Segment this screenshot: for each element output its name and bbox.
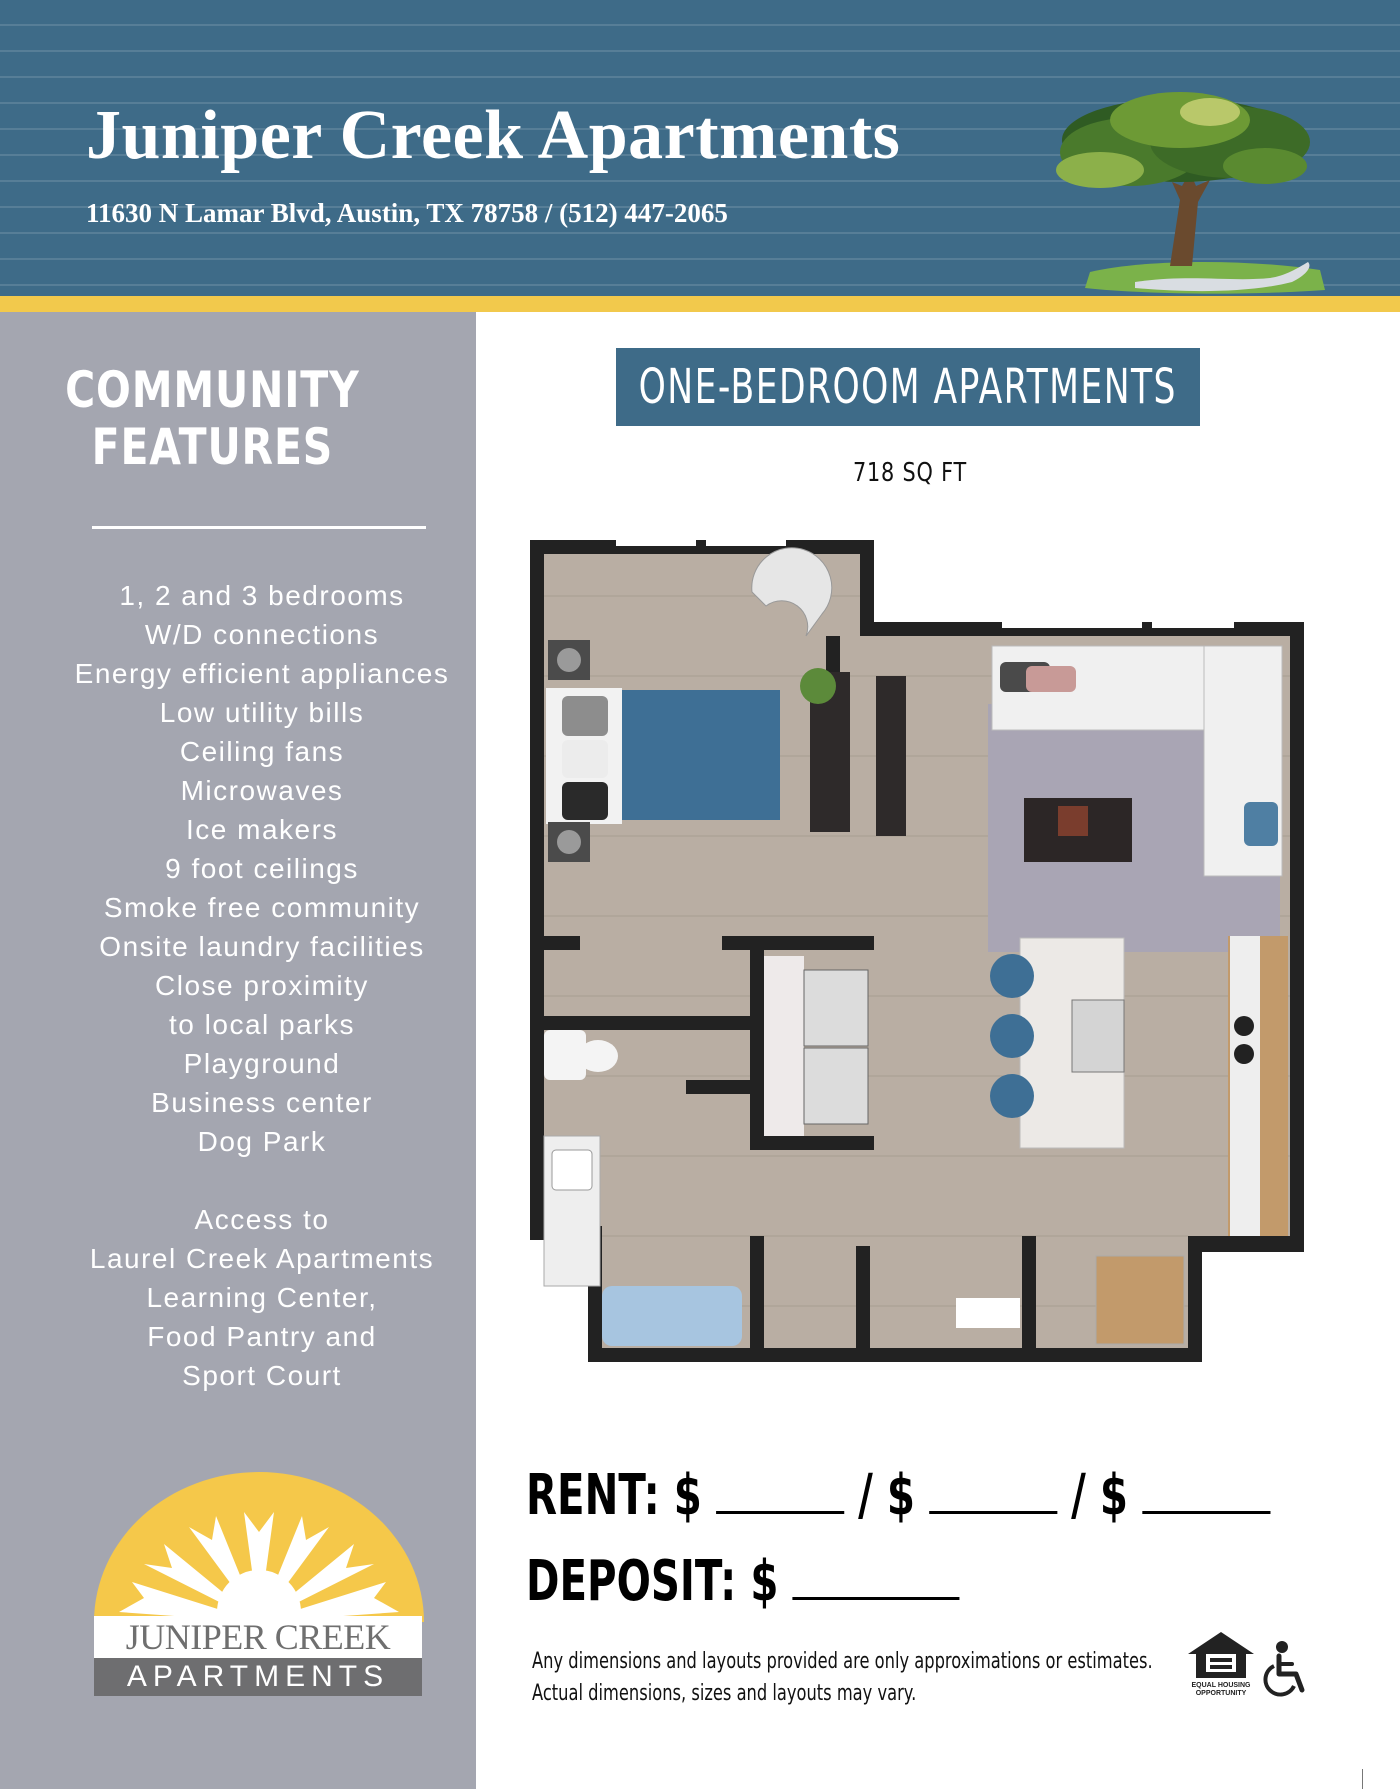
feature-item: W/D connections xyxy=(144,619,380,650)
feature-item: 1, 2 and 3 bedrooms xyxy=(119,580,405,611)
features-list xyxy=(0,576,524,1395)
floor-plan-image xyxy=(526,536,1308,1366)
equal-housing-label: EQUAL HOUSING OPPORTUNITY xyxy=(1191,1682,1251,1697)
feature-item: to local parks xyxy=(169,1009,355,1040)
feature-item: Ceiling fans xyxy=(179,736,345,767)
rent-separator: / $ xyxy=(858,1463,915,1528)
accessibility-icon xyxy=(1262,1640,1312,1698)
access-item: Learning Center, xyxy=(146,1282,378,1313)
header-accent-stripe xyxy=(0,296,1400,312)
site-title: Juniper Creek Apartments xyxy=(86,97,901,174)
feature-item: Business center xyxy=(151,1087,373,1118)
list-spacer xyxy=(0,1161,524,1200)
feature-item: Ice makers xyxy=(186,814,338,845)
community-features-panel xyxy=(0,312,476,1789)
deposit-label: DEPOSIT: $ xyxy=(526,1549,779,1614)
brand-logo xyxy=(94,1472,424,1722)
access-item: Food Pantry and xyxy=(147,1321,377,1352)
feature-item: Microwaves xyxy=(180,775,344,806)
features-title-line2: FEATURES xyxy=(91,418,334,476)
rent-separator: / $ xyxy=(1071,1463,1128,1528)
feature-item: Smoke free community xyxy=(103,892,421,923)
access-item: Access to xyxy=(194,1204,330,1235)
equal-housing-icon xyxy=(1186,1630,1256,1682)
rent-label: RENT: $ xyxy=(526,1463,702,1528)
rent-blank-3[interactable] xyxy=(1142,1506,1270,1514)
feature-item: 9 foot ceilings xyxy=(165,853,359,884)
feature-item: Close proximity xyxy=(155,970,369,1001)
crop-mark xyxy=(1362,1769,1363,1789)
rent-blank-1[interactable] xyxy=(716,1506,844,1514)
equal-housing-logo xyxy=(1186,1630,1256,1700)
access-item: Laurel Creek Apartments xyxy=(89,1243,435,1274)
feature-item: Low utility bills xyxy=(159,697,365,728)
access-item: Sport Court xyxy=(182,1360,342,1391)
feature-item: Onsite laundry facilities xyxy=(99,931,425,962)
feature-item: Energy efficient appliances xyxy=(74,658,450,689)
features-title xyxy=(0,362,425,476)
logo-name: JUNIPER CREEK xyxy=(94,1616,422,1658)
deposit-line xyxy=(526,1548,959,1616)
disclaimer-line2: Actual dimensions, sizes and layouts may vary. xyxy=(532,1681,917,1706)
features-title-line1: COMMUNITY xyxy=(65,361,360,419)
header-banner xyxy=(0,0,1400,296)
deposit-blank[interactable] xyxy=(792,1592,959,1600)
features-divider xyxy=(92,526,426,529)
rent-line xyxy=(526,1462,1270,1530)
feature-item: Playground xyxy=(183,1048,341,1079)
plan-title-box xyxy=(616,348,1200,426)
disclaimer-line1: Any dimensions and layouts provided are only approximations or estimates. xyxy=(532,1649,1153,1674)
plan-title: ONE-BEDROOM APARTMENTS xyxy=(638,359,1178,415)
plan-square-footage: 718 SQ FT xyxy=(852,458,967,488)
sun-logo-icon xyxy=(94,1472,424,1622)
disclaimer xyxy=(532,1646,1153,1710)
rent-blank-2[interactable] xyxy=(929,1506,1057,1514)
feature-item: Dog Park xyxy=(197,1126,327,1157)
site-address: 11630 N Lamar Blvd, Austin, TX 78758 / (512) 447-2065 xyxy=(86,198,728,228)
tree-illustration-icon xyxy=(1030,82,1330,304)
logo-subtitle: APARTMENTS xyxy=(94,1658,422,1696)
